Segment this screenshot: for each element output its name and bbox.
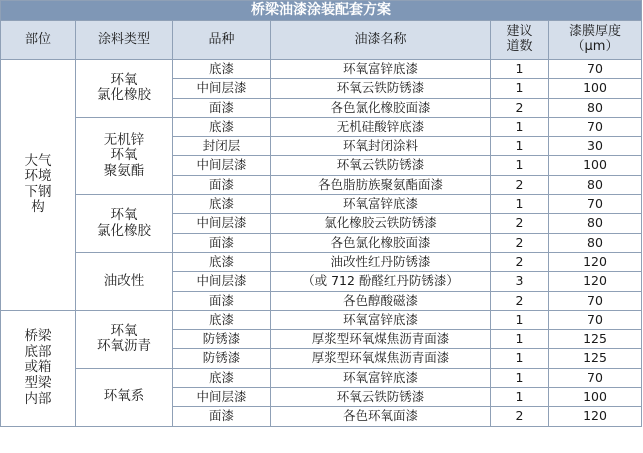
kind-cell: 底漆 — [173, 368, 271, 387]
thickness-cell: 70 — [549, 60, 642, 79]
paint-name-cell: 环氧富锌底漆 — [271, 368, 491, 387]
paint-name-cell: 各色氯化橡胶面漆 — [271, 233, 491, 252]
kind-cell: 中间层漆 — [173, 388, 271, 407]
kind-cell: 面漆 — [173, 233, 271, 252]
kind-cell: 防锈漆 — [173, 330, 271, 349]
coats-cell: 1 — [491, 60, 549, 79]
kind-cell: 中间层漆 — [173, 79, 271, 98]
kind-cell: 防锈漆 — [173, 349, 271, 368]
thickness-cell: 120 — [549, 252, 642, 271]
thickness-cell: 80 — [549, 214, 642, 233]
thickness-cell: 80 — [549, 233, 642, 252]
coating-type-cell: 无机锌 环氧 聚氨酯 — [76, 117, 173, 194]
paint-name-cell: 各色醇酸磁漆 — [271, 291, 491, 310]
coats-cell: 1 — [491, 388, 549, 407]
paint-name-cell: 厚浆型环氧煤焦沥青面漆 — [271, 330, 491, 349]
thickness-cell: 70 — [549, 368, 642, 387]
paint-name-cell: 各色氯化橡胶面漆 — [271, 98, 491, 117]
coating-type-cell: 环氧 环氧沥青 — [76, 310, 173, 368]
coats-cell: 2 — [491, 407, 549, 426]
coats-cell: 1 — [491, 310, 549, 329]
header-part: 部位 — [1, 21, 76, 60]
table-row — [1, 60, 642, 79]
coats-cell: 3 — [491, 272, 549, 291]
paint-name-cell: 各色脂肪族聚氨酯面漆 — [271, 175, 491, 194]
coats-cell: 2 — [491, 214, 549, 233]
coats-cell: 1 — [491, 368, 549, 387]
coats-cell: 2 — [491, 98, 549, 117]
paint-name-cell: 无机硅酸锌底漆 — [271, 117, 491, 136]
header-thickness: 漆膜厚度 （μm） — [549, 21, 642, 60]
kind-cell: 封闭层 — [173, 137, 271, 156]
thickness-cell: 80 — [549, 98, 642, 117]
paint-name-cell: 环氧云铁防锈漆 — [271, 388, 491, 407]
thickness-cell: 70 — [549, 291, 642, 310]
table-row — [1, 310, 642, 329]
paint-name-cell: 环氧富锌底漆 — [271, 60, 491, 79]
kind-cell: 面漆 — [173, 291, 271, 310]
coating-type-cell: 环氧系 — [76, 368, 173, 426]
thickness-cell: 70 — [549, 310, 642, 329]
paint-name-cell: 环氧云铁防锈漆 — [271, 79, 491, 98]
coats-cell: 2 — [491, 252, 549, 271]
kind-cell: 面漆 — [173, 98, 271, 117]
kind-cell: 面漆 — [173, 407, 271, 426]
coating-type-cell: 环氧 氯化橡胶 — [76, 195, 173, 253]
header-coating-type: 涂料类型 — [76, 21, 173, 60]
kind-cell: 底漆 — [173, 310, 271, 329]
title-row — [1, 1, 642, 21]
paint-name-cell: 厚浆型环氧煤焦沥青面漆 — [271, 349, 491, 368]
thickness-cell: 120 — [549, 407, 642, 426]
coating-type-cell: 环氧 氯化橡胶 — [76, 60, 173, 118]
paint-name-cell: 环氧云铁防锈漆 — [271, 156, 491, 175]
kind-cell: 中间层漆 — [173, 272, 271, 291]
thickness-cell: 80 — [549, 175, 642, 194]
table-row — [1, 252, 642, 271]
table-row — [1, 368, 642, 387]
thickness-cell: 100 — [549, 388, 642, 407]
coats-cell: 1 — [491, 79, 549, 98]
thickness-cell: 70 — [549, 117, 642, 136]
kind-cell: 底漆 — [173, 195, 271, 214]
header-row — [1, 21, 642, 60]
coats-cell: 2 — [491, 233, 549, 252]
paint-name-cell: 氯化橡胶云铁防锈漆 — [271, 214, 491, 233]
table-row — [1, 195, 642, 214]
thickness-cell: 125 — [549, 349, 642, 368]
kind-cell: 中间层漆 — [173, 156, 271, 175]
coats-cell: 1 — [491, 156, 549, 175]
thickness-cell: 120 — [549, 272, 642, 291]
coats-cell: 2 — [491, 175, 549, 194]
coats-cell: 2 — [491, 291, 549, 310]
thickness-cell: 100 — [549, 79, 642, 98]
header-coats: 建议 道数 — [491, 21, 549, 60]
paint-name-cell: 环氧富锌底漆 — [271, 310, 491, 329]
paint-name-cell: 油改性红丹防锈漆 — [271, 252, 491, 271]
part-cell: 大气 环境 下钢 构 — [1, 60, 76, 311]
thickness-cell: 70 — [549, 195, 642, 214]
part-cell: 桥梁 底部 或箱 型梁 内部 — [1, 310, 76, 426]
header-kind: 品种 — [173, 21, 271, 60]
kind-cell: 底漆 — [173, 252, 271, 271]
kind-cell: 底漆 — [173, 60, 271, 79]
table-title: 桥梁油漆涂装配套方案 — [1, 1, 642, 21]
coats-cell: 1 — [491, 195, 549, 214]
paint-name-cell: （或 712 酚醛红丹防锈漆） — [271, 272, 491, 291]
thickness-cell: 100 — [549, 156, 642, 175]
kind-cell: 中间层漆 — [173, 214, 271, 233]
table-row — [1, 117, 642, 136]
coats-cell: 1 — [491, 137, 549, 156]
paint-name-cell: 环氧富锌底漆 — [271, 195, 491, 214]
thickness-cell: 125 — [549, 330, 642, 349]
kind-cell: 面漆 — [173, 175, 271, 194]
coats-cell: 1 — [491, 330, 549, 349]
coating-type-cell: 油改性 — [76, 252, 173, 310]
paint-name-cell: 环氧封闭涂料 — [271, 137, 491, 156]
paint-name-cell: 各色环氧面漆 — [271, 407, 491, 426]
header-paint-name: 油漆名称 — [271, 21, 491, 60]
coats-cell: 1 — [491, 349, 549, 368]
coats-cell: 1 — [491, 117, 549, 136]
kind-cell: 底漆 — [173, 117, 271, 136]
thickness-cell: 30 — [549, 137, 642, 156]
